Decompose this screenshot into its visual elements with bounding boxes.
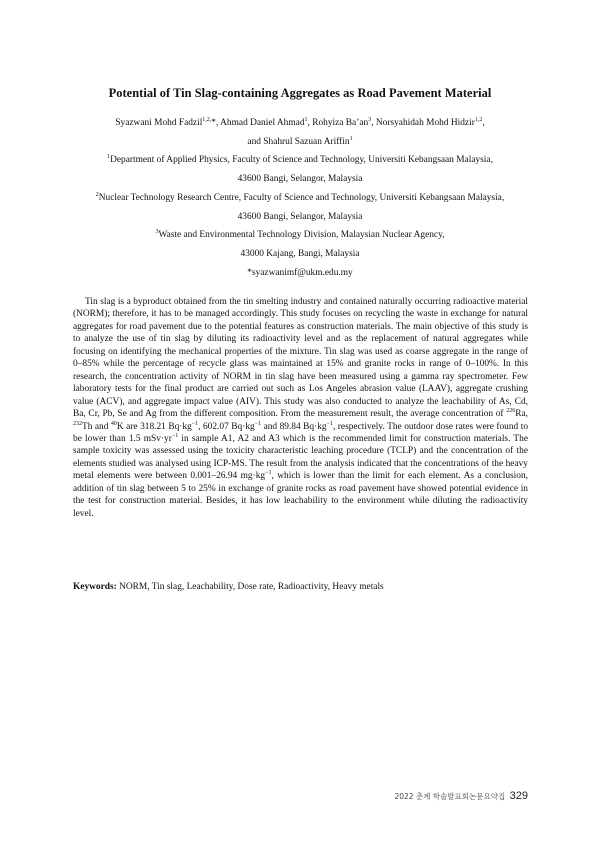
abstract-text: Th and bbox=[82, 421, 111, 432]
abstract-text: and 89.84 Bq·kg bbox=[261, 421, 327, 432]
abstract-text: , which is lower than the limit for each element. As a conclusion, addition of tin slag between 5 to 25% in exchange of granite rocks as road pavement have showed potential evidence in the test for construction material. Besides, it has low leachability to the environment while diluting the radioactivity level. bbox=[73, 471, 528, 519]
affiliation-address: 43600 Bangi, Selangor, Malaysia bbox=[237, 174, 363, 185]
isotope-sup: 232 bbox=[73, 420, 82, 427]
author-sup: 3 bbox=[368, 116, 372, 123]
author-separator: , bbox=[371, 118, 376, 128]
affiliation-address: 43000 Kajang, Bangi, Malaysia bbox=[240, 248, 360, 259]
affiliation-text: Department of Applied Physics, Faculty of Science and Technology, Universiti Kebangsaan Malaysia, bbox=[110, 155, 493, 166]
author-block bbox=[40, 114, 560, 282]
unit-sup: −1 bbox=[326, 420, 333, 427]
author-separator: , bbox=[307, 118, 313, 128]
author-tail: , bbox=[482, 118, 485, 128]
author-name: Ahmad Daniel Ahmad bbox=[220, 118, 305, 128]
affiliation-sup: 3 bbox=[155, 229, 159, 236]
author-name: Rohyiza Ba’an bbox=[312, 118, 369, 128]
unit-sup: −1 bbox=[254, 420, 262, 427]
keywords-label: Keywords: bbox=[73, 582, 117, 592]
affiliation-sup: 1 bbox=[107, 154, 111, 161]
isotope-sup: 226 bbox=[506, 407, 516, 414]
corresponding-mark: *, bbox=[211, 118, 221, 128]
page-footer bbox=[394, 790, 528, 802]
author-name: Shahrul Sazuan Ariffin bbox=[263, 136, 350, 147]
keywords-line bbox=[73, 582, 528, 592]
author-name: Syazwani Mohd Fadzil bbox=[115, 118, 203, 128]
author-line-2 bbox=[40, 133, 560, 152]
affiliation-line bbox=[40, 226, 560, 245]
author-sup: 1 bbox=[349, 135, 353, 142]
abstract-text: Tin slag is a byproduct obtained from the tin smelting industry and contained naturally occurring radioactive material (NORM); therefore, it has to be managed accordingly. This study focuses on recycling the waste in exchange for natural aggregates for road pavement due to the potential features as construction materials. The main objective of this study is to analyze the use of tin slag by diluting its radioactivity level and as the replacement of natural aggregates while focusing on identifying the mechanical properties of the mixture. Tin slag was used as coarse aggregate in the range of 0–85% while the percentage of recycle glass was maintained at 15% and granite rocks in range of 0–100%. In this research, the concentration activity of NORM in tin slag have been measured using a gamma ray spectrometer. Few laboratory tests for the final product are carried out such as Los Angeles abrasion value (LAAV), aggregate crushing value (ACV), and aggregate impact value (AIV). This study was also conducted to analyze the leachability of As, Cd, Ba, Cr, Pb, Se and Ag from the different composition. From the measurement result, the average concentration of bbox=[73, 297, 528, 420]
affiliation-line bbox=[40, 151, 560, 170]
affiliation-text: Nuclear Technology Research Centre, Faculty of Science and Technology, Universiti Kebangsaan Malaysia, bbox=[98, 192, 505, 203]
abstract-text: Ra, bbox=[515, 409, 528, 420]
author-sup: 1,2, bbox=[202, 116, 212, 123]
abstract-paragraph bbox=[73, 296, 528, 520]
affiliation-line bbox=[40, 189, 560, 208]
abstract-text: , 602.07 Bq·kg bbox=[198, 421, 255, 432]
paper-title: Potential of Tin Slag-containing Aggregates as Road Pavement Material bbox=[108, 86, 492, 100]
page-number: 329 bbox=[509, 790, 528, 802]
keywords-text: NORM, Tin slag, Leachability, Dose rate, Radioactivity, Heavy metals bbox=[116, 582, 384, 592]
corresponding-email: *syazwanimf@ukm.edu.my bbox=[247, 267, 353, 278]
abstract-text: in sample A1, A2 and A3 which is the recommended limit for construction materials. The sample toxicity was assessed using the toxicity characteristic leaching procedure (TCLP) and the concentration of the elements studied was analysed using ICP-MS. The result from the analysis indicated that the concentrations of the heavy metal elements were between 0.001–26.94 mg·kg bbox=[73, 433, 528, 482]
unit-sup: −1 bbox=[191, 420, 199, 427]
affiliation-address: 43600 Bangi, Selangor, Malaysia bbox=[237, 211, 363, 222]
author-name: Norsyahidah Mohd Hidzir bbox=[375, 118, 475, 128]
affiliation-text: Waste and Environmental Technology Division, Malaysian Nuclear Agency, bbox=[158, 230, 445, 241]
footer-text: 2022 춘계 학술발표회논문요약집 bbox=[394, 792, 506, 801]
unit-sup: −1 bbox=[171, 432, 179, 439]
author-sup: 1,2 bbox=[474, 116, 483, 123]
author-and: and bbox=[247, 136, 264, 147]
author-line-1 bbox=[40, 114, 560, 133]
affiliation-line bbox=[40, 245, 560, 264]
author-sup: 1 bbox=[304, 116, 308, 123]
affiliation-sup: 2 bbox=[95, 191, 99, 198]
affiliation-line bbox=[40, 170, 560, 189]
abstract-text: , respectively. The outdoor dose rates were found to be lower than 1.5 mSv·yr bbox=[73, 421, 529, 444]
unit-sup: −1 bbox=[265, 470, 272, 477]
abstract-text: K are 318.21 Bq·kg bbox=[116, 421, 192, 432]
affiliation-line bbox=[40, 208, 560, 227]
isotope-sup: 40 bbox=[110, 420, 117, 427]
